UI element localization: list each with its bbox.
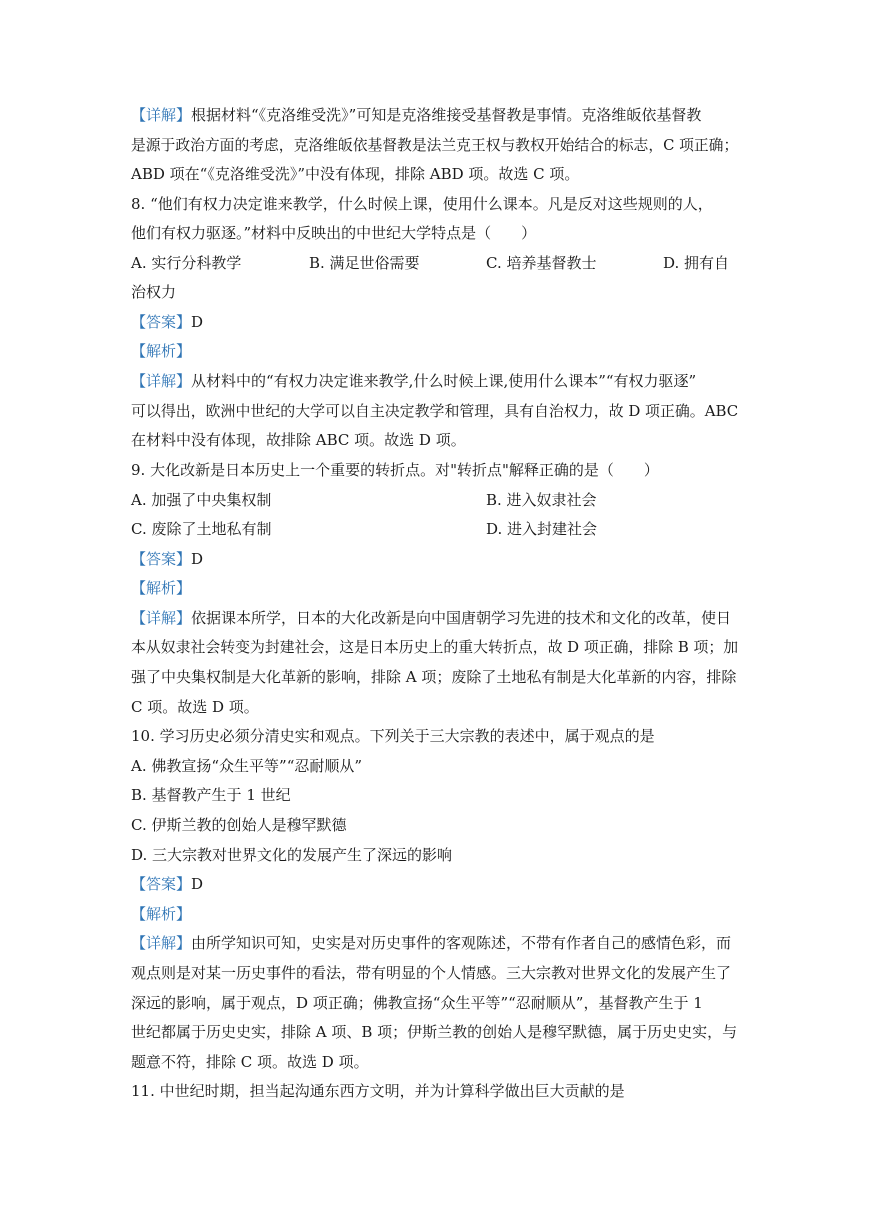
q9-analysis — [131, 578, 191, 598]
q9-option-a: A. 加强了中央集权制 — [131, 491, 272, 509]
q8-stem-line-1: 8. “他们有权力决定谁来教学，什么时候上课，使用什么课本。凡是反对这些规则的人， — [131, 195, 713, 213]
analysis-tag: 【解析】 — [131, 342, 192, 360]
q7-detail-line-1: 【详解】根据材料“《克洛维受洗》”可知是克洛维接受基督教是事情。克洛维皈依基督教 — [131, 106, 702, 124]
q11-stem: 11. 中世纪时期，担当起沟通东西方文明，并为计算科学做出巨大贡献的是 — [131, 1082, 625, 1100]
answer-tag: 【答案】 — [131, 875, 192, 893]
q9-option-c: C. 废除了土地私有制 — [131, 520, 272, 538]
analysis-tag: 【解析】 — [131, 579, 192, 597]
q10-detail-line-3: 深远的影响，属于观点，D 项正确；佛教宣扬“众生平等”“忍耐顺从”，基督教产生于 1 — [131, 994, 703, 1012]
q9-stem: 9. 大化改新是日本历史上一个重要的转折点。对"转折点"解释正确的是（ ） — [131, 461, 659, 479]
q8-option-d-wrap: 治权力 — [131, 283, 177, 301]
answer-tag: 【答案】 — [131, 550, 192, 568]
answer-value: D — [191, 875, 204, 893]
q10-answer — [131, 874, 203, 894]
q7-detail-line-3: ABD 项在“《克洛维受洗》”中没有体现，排除 ABD 项。故选 C 项。 — [131, 165, 580, 183]
answer-tag: 【答案】 — [131, 313, 192, 331]
q7-detail-line-2: 是源于政治方面的考虑，克洛维皈依基督教是法兰克王权与教权开始结合的标志，C 项正确； — [131, 136, 739, 154]
q10-detail-line-2: 观点则是对某一历史事件的看法，带有明显的个人情感。三大宗教对世界文化的发展产生了 — [131, 964, 732, 982]
q10-stem: 10. 学习历史必须分清史实和观点。下列关于三大宗教的表述中，属于观点的是 — [131, 727, 655, 745]
q9-detail-line-1: 【详解】依据课本所学，日本的大化改新是向中国唐朝学习先进的技术和文化的改革，使日 — [131, 609, 732, 627]
q8-option-d: D. 拥有自 — [663, 254, 730, 272]
analysis-tag: 【解析】 — [131, 905, 192, 923]
q10-option-a: A. 佛教宣扬“众生平等”“忍耐顺从” — [131, 757, 363, 775]
detail-tag: 【详解】 — [131, 934, 192, 952]
q9-detail-line-4: C 项。故选 D 项。 — [131, 698, 259, 716]
q8-detail-line-3: 在材料中没有体现，故排除 ABC 项。故选 D 项。 — [131, 431, 466, 449]
q8-detail-line-1: 【详解】从材料中的“有权力决定谁来教学,什么时候上课,使用什么课本”“有权力驱逐” — [131, 372, 697, 390]
q10-analysis — [131, 904, 191, 924]
q10-option-b: B. 基督教产生于 1 世纪 — [131, 786, 291, 804]
answer-value: D — [191, 550, 204, 568]
q10-option-c: C. 伊斯兰教的创始人是穆罕默德 — [131, 816, 347, 834]
q10-option-d: D. 三大宗教对世界文化的发展产生了深远的影响 — [131, 846, 453, 864]
q8-stem-line-2: 他们有权力驱逐。”材料中反映出的中世纪大学特点是（ ） — [131, 224, 537, 242]
q9-detail-line-3: 强了中央集权制是大化革新的影响，排除 A 项；废除了土地私有制是大化革新的内容，排除 — [131, 668, 737, 686]
detail-tag: 【详解】 — [131, 372, 192, 390]
detail-tag: 【详解】 — [131, 609, 192, 627]
q10-detail-line-5: 题意不符，排除 C 项。故选 D 项。 — [131, 1053, 369, 1071]
answer-value: D — [191, 313, 204, 331]
q9-detail-line-2: 本从奴隶社会转变为封建社会，这是日本历史上的重大转折点，故 D 项正确，排除 B 项；加 — [131, 638, 739, 656]
q9-answer — [131, 549, 203, 569]
q10-detail-line-4: 世纪都属于历史史实，排除 A 项、B 项；伊斯兰教的创始人是穆罕默德，属于历史史实，与 — [131, 1023, 738, 1041]
q8-option-b: B. 满足世俗需要 — [309, 254, 420, 272]
q9-option-b: B. 进入奴隶社会 — [486, 491, 597, 509]
q8-option-a: A. 实行分科教学 — [131, 254, 242, 272]
q8-analysis — [131, 341, 191, 361]
q9-option-d: D. 进入封建社会 — [486, 520, 598, 538]
q8-detail-line-2: 可以得出，欧洲中世纪的大学可以自主决定教学和管理，具有自治权力，故 D 项正确。ABC — [131, 402, 739, 420]
detail-tag: 【详解】 — [131, 106, 192, 124]
q10-detail-line-1: 【详解】由所学知识可知，史实是对历史事件的客观陈述，不带有作者自己的感情色彩，而 — [131, 934, 732, 952]
q8-answer — [131, 312, 203, 332]
q8-option-c: C. 培养基督教士 — [486, 254, 597, 272]
